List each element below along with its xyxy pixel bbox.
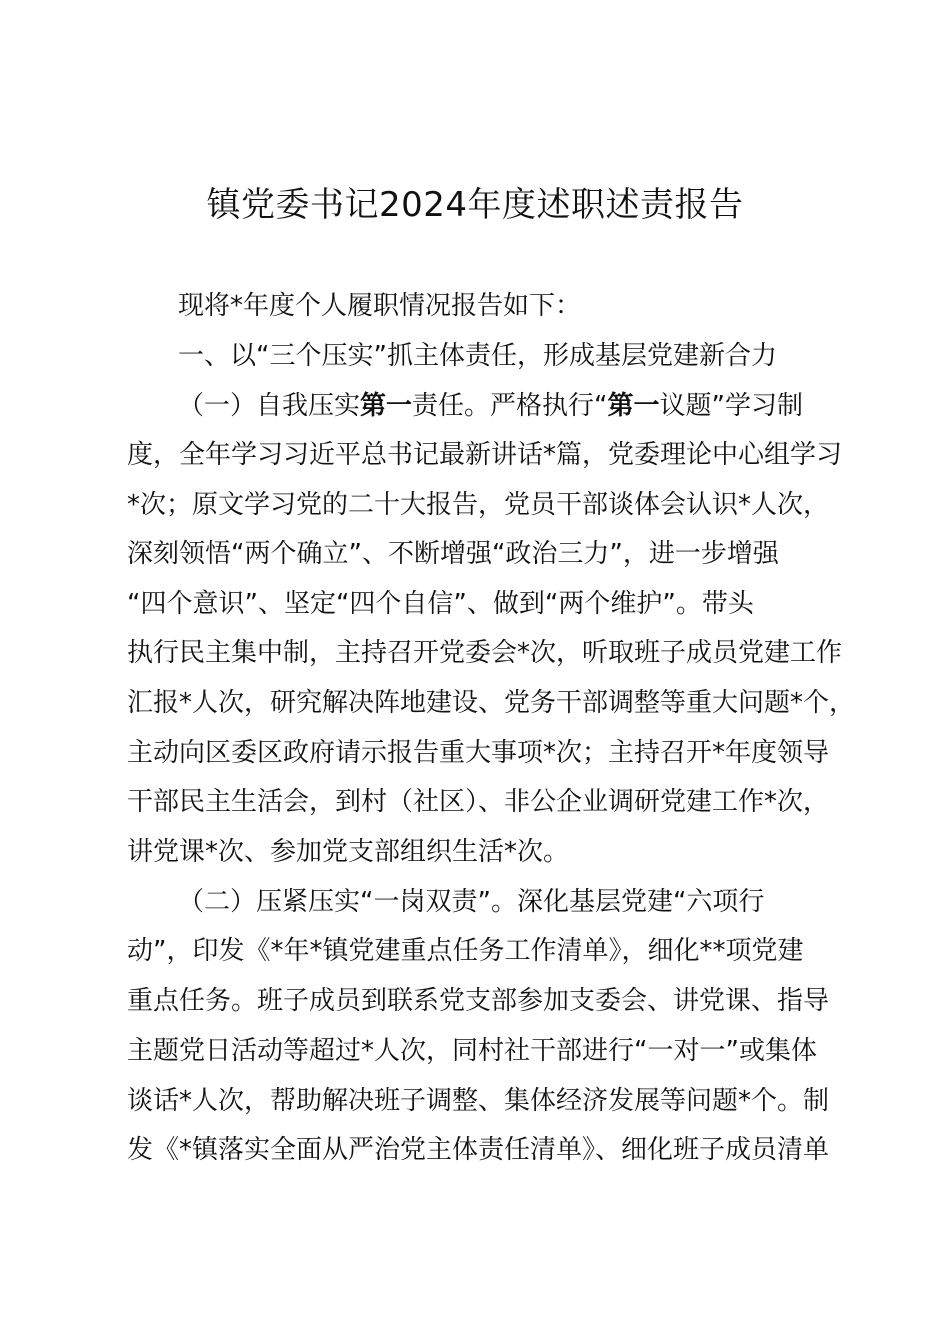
paragraph-1-line-2: 度，全年学习习近平总书记最新讲话*篇，党委理论中心组学习 — [127, 440, 843, 470]
paragraph-1-line-8: 主动向区委区政府请示报告重大事项*次；主持召开*年度领导 — [127, 738, 830, 768]
paragraph-2-line-3: 重点任务。班子成员到联系党支部参加支委会、讲党课、指导 — [127, 986, 830, 1016]
paragraph-2-line-5: 谈话*人次，帮助解决班子调整、集体经济发展等问题*个。制 — [127, 1086, 830, 1116]
paragraph-2-line-4: 主题党日活动等超过*人次，同村社干部进行“一对一”或集体 — [127, 1036, 817, 1066]
paragraph-1-line-3: *次；原文学习党的二十大报告，党员干部谈体会认识*人次， — [127, 490, 830, 520]
paragraph-1-line-4: 深刻领悟“两个确立”、不断增强“政治三力”，进一步增强 — [127, 539, 779, 569]
paragraph-1-line-7: 汇报*人次，研究解决阵地建设、党务干部调整等重大问题*个， — [127, 688, 856, 718]
document-title: 镇党委书记2024年度述职述责报告 — [206, 185, 744, 225]
paragraph-1-text: 议题”学习制 — [659, 391, 804, 421]
bold-emphasis: 第一 — [607, 391, 660, 421]
section-heading-1: 一、以“三个压实”抓主体责任，形成基层党建新合力 — [178, 341, 777, 371]
bold-emphasis: 第一 — [360, 391, 413, 421]
paragraph-1-line-9: 干部民主生活会，到村（社区）、非公企业调研党建工作*次， — [127, 787, 830, 817]
paragraph-2-line-2: 动”，印发《*年*镇党建重点任务工作清单》，细化**项党建 — [127, 936, 804, 966]
paragraph-1-text: （一）自我压实 — [178, 391, 361, 421]
paragraph-1-line-10: 讲党课*次、参加党支部组织生活*次。 — [127, 837, 570, 867]
paragraph-2-line-6: 发《*镇落实全面从严治党主体责任清单》、细化班子成员清单 — [127, 1135, 830, 1165]
paragraph-1-line-1 — [178, 389, 803, 423]
paragraph-1-line-6: 执行民主集中制，主持召开党委会*次，听取班子成员党建工作 — [127, 638, 843, 668]
intro-paragraph: 现将*年度个人履职情况报告如下： — [178, 291, 582, 321]
paragraph-1-text: 责任。严格执行“ — [412, 391, 608, 421]
paragraph-1-line-5: “四个意识”、坚定“四个自信”、做到“两个维护”。带头 — [127, 589, 754, 619]
paragraph-2-line-1: （二）压紧压实“一岗双责”。深化基层党建“六项行 — [178, 887, 765, 917]
